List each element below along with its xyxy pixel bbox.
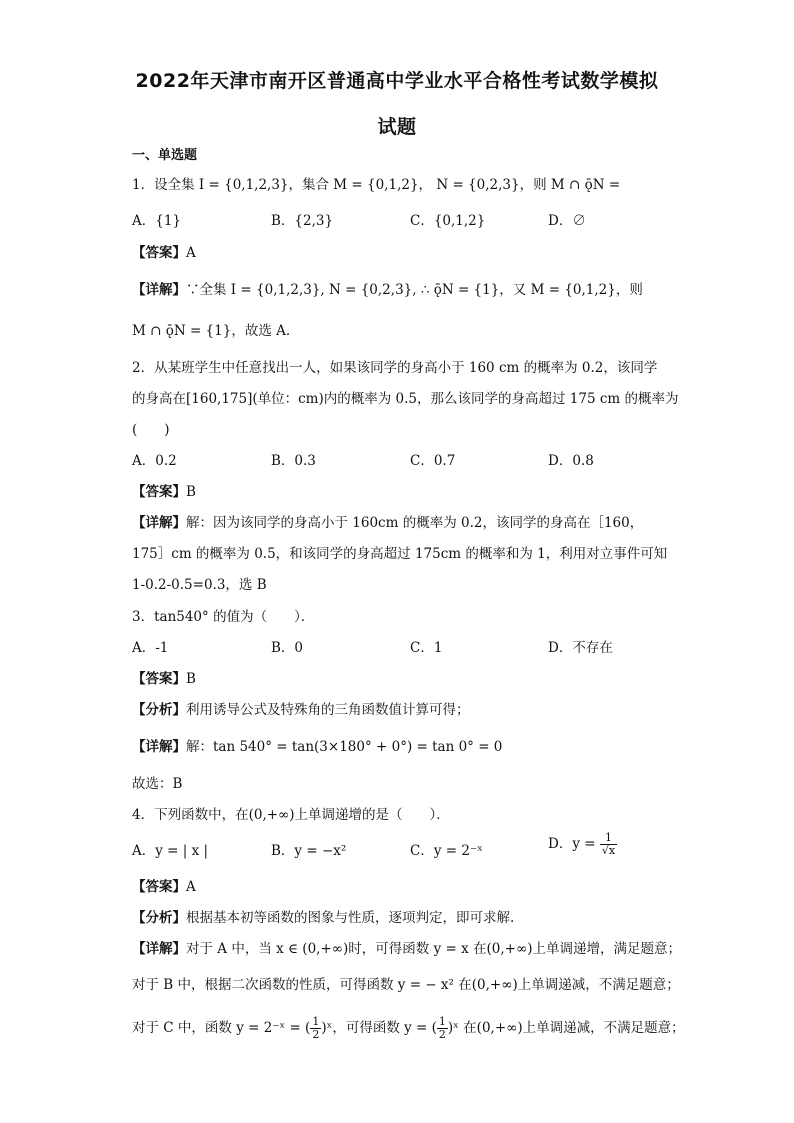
q2-detail-text1: 解：因为该同学的身高小于 160cm 的概率为 0.2，该同学的身高在［160， — [186, 515, 644, 531]
q4-answer — [132, 877, 196, 897]
q2-option-c: C．0.7 — [410, 453, 456, 469]
q2-stem-line1: 2．从某班学生中任意找出一人，如果该同学的身高小于 160 cm 的概率为 0.2，该同学 — [132, 360, 658, 376]
detail-label: 【详解】 — [132, 941, 186, 957]
q4-option-d-label: D．y = — [548, 836, 600, 852]
document-title-line2: 试题 — [377, 116, 417, 138]
q4-detail-line3 — [132, 1016, 685, 1041]
fraction-denominator: 2 — [312, 1028, 320, 1041]
q4-option-c: C．y = 2⁻ˣ — [410, 843, 483, 859]
q4-detail-line2: 对于 B 中，根据二次函数的性质，可得函数 y = − x² 在(0,+∞)上单调递减，不满足题意； — [132, 977, 680, 993]
q3-conclusion: 故选：B — [132, 776, 183, 792]
q1-option-b: B．{2,3} — [271, 213, 334, 229]
q3-stem: 3．tan540° 的值为（ ）． — [132, 609, 315, 625]
q1-detail-line2: M ∩ ǭN = {1}，故选 A. — [132, 323, 291, 339]
q1-detail-line1 — [132, 280, 643, 300]
q2-stem-line3: ( ) — [132, 422, 170, 438]
q2-detail-line3: 1-0.2-0.5=0.3，选 B — [132, 577, 267, 593]
q4-option-d-fraction — [600, 832, 617, 857]
q2-stem-line2: 的身高在[160,175](单位：cm)内的概率为 0.5，那么该同学的身高超过 175 cm 的概率为 — [132, 391, 679, 407]
answer-label: 【答案】 — [132, 245, 186, 261]
q2-option-b: B．0.3 — [271, 453, 316, 469]
q4-detail3-part2: )ˣ，可得函数 y = ( — [321, 1020, 437, 1036]
q2-detail-line2: 175］cm 的概率为 0.5，和该同学的身高超过 175cm 的概率和为 1，利用对立事件可知 — [132, 546, 668, 562]
answer-label: 【答案】 — [132, 671, 186, 687]
q4-detail-text1: 对于 A 中，当 x ∈ (0,+∞)时，可得函数 y = x 在(0,+∞)上单调递增，满足题意； — [186, 941, 681, 957]
q4-detail3-part1: 对于 C 中，函数 y = 2⁻ˣ = ( — [132, 1020, 311, 1036]
q4-stem: 4．下列函数中，在(0,+∞)上单调递增的是（ ）． — [132, 807, 450, 823]
q2-answer-value: B — [186, 484, 196, 500]
half-fraction — [437, 1016, 448, 1041]
q4-option-b: B．y = −x² — [271, 843, 347, 859]
q4-option-d — [548, 832, 617, 857]
q1-option-c: C．{0,1,2} — [410, 213, 486, 229]
q3-detail-text: 解：tan 540° = tan(3×180° + 0°) = tan 0° = 0 — [186, 739, 503, 755]
q4-analysis — [132, 908, 514, 928]
answer-label: 【答案】 — [132, 879, 186, 895]
q2-detail-line1 — [132, 513, 643, 533]
q4-answer-value: A — [186, 879, 196, 895]
q3-option-d: D．不存在 — [548, 640, 613, 656]
detail-label: 【详解】 — [132, 739, 186, 755]
q3-answer-value: B — [186, 671, 196, 687]
q3-option-b: B．0 — [271, 640, 304, 656]
q1-option-d: D．∅ — [548, 213, 586, 229]
q1-detail-text1: ∵全集 I = {0,1,2,3}, N = {0,2,3}, ∴ ǭN = {1}，又 M = {0,1,2}，则 — [186, 282, 643, 298]
q2-option-a: A．0.2 — [132, 453, 177, 469]
document-title-line1: 2022年天津市南开区普通高中学业水平合格性考试数学模拟 — [135, 70, 659, 92]
q4-detail-line1 — [132, 939, 681, 959]
q1-answer — [132, 243, 196, 263]
q2-answer — [132, 482, 196, 502]
answer-label: 【答案】 — [132, 484, 186, 500]
analysis-label: 【分析】 — [132, 702, 186, 718]
section-heading: 一、单选题 — [132, 148, 198, 163]
half-fraction — [310, 1016, 321, 1041]
analysis-label: 【分析】 — [132, 910, 186, 926]
q4-detail3-part3: )ˣ 在(0,+∞)上单调递减，不满足题意； — [447, 1020, 685, 1036]
q3-option-a: A．-1 — [132, 640, 169, 656]
q3-detail — [132, 737, 502, 757]
q4-analysis-text: 根据基本初等函数的图象与性质，逐项判定，即可求解. — [186, 910, 515, 926]
q1-stem: 1．设全集 I = {0,1,2,3}，集合 M = {0,1,2}， N = {0,2,3}，则 M ∩ ǭN = — [132, 177, 621, 193]
q3-option-c: C．1 — [410, 640, 443, 656]
fraction-numerator: 1 — [312, 1015, 320, 1028]
detail-label: 【详解】 — [132, 515, 186, 531]
fraction-denominator: 2 — [438, 1028, 446, 1041]
q3-analysis-text: 利用诱导公式及特殊角的三角函数值计算可得； — [186, 702, 470, 718]
q3-answer — [132, 669, 196, 689]
q2-option-d: D．0.8 — [548, 453, 594, 469]
fraction-numerator: 1 — [438, 1015, 446, 1028]
fraction-numerator: 1 — [600, 832, 617, 845]
q1-answer-value: A — [186, 245, 196, 261]
q4-option-a: A．y = | x | — [132, 843, 209, 859]
detail-label: 【详解】 — [132, 282, 186, 298]
q1-option-a: A．{1} — [132, 213, 182, 229]
q3-analysis — [132, 700, 470, 720]
fraction-denominator: √x — [601, 844, 616, 857]
